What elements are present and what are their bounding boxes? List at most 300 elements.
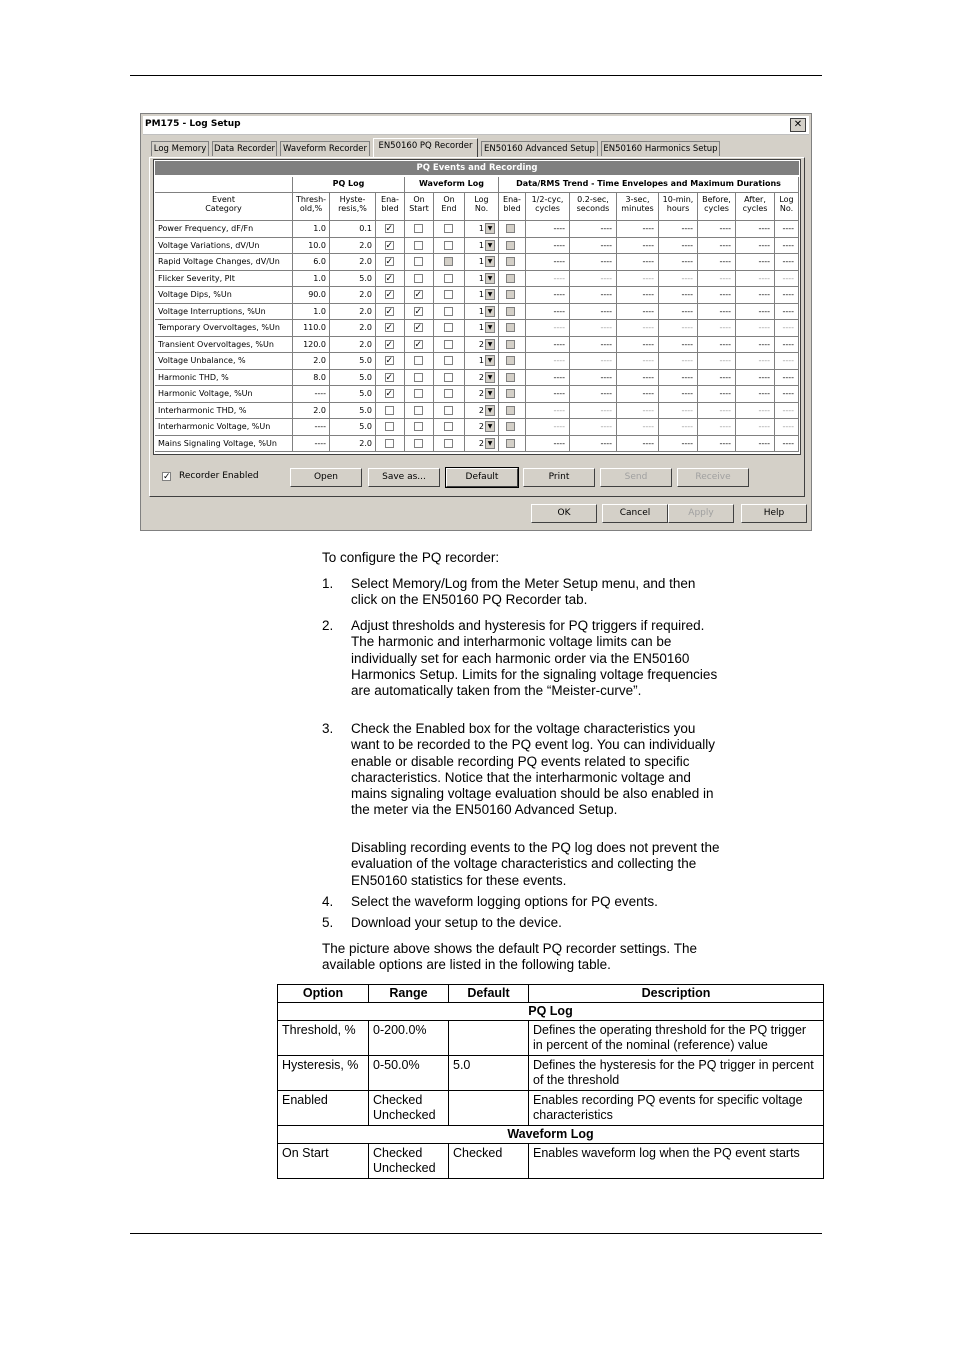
checkbox-cell <box>376 337 405 354</box>
trend-value: ---- <box>736 370 775 387</box>
log-no-select[interactable] <box>465 337 499 354</box>
table-cell: Enables recording PQ events for specific voltage characteristics <box>529 1091 824 1126</box>
table-cell: On Start <box>278 1144 369 1179</box>
hysteresis-field[interactable]: 5.0 <box>330 403 376 420</box>
log-no-select[interactable] <box>465 386 499 403</box>
checkbox[interactable]: ✓ <box>414 339 423 350</box>
event-category: Rapid Voltage Changes, dV/Un <box>155 254 293 271</box>
tab-2[interactable]: Data Recorder <box>212 141 277 156</box>
column-header: Thresh- old,% <box>293 193 330 221</box>
log-no-value: 1 <box>478 290 484 299</box>
trend-value: ---- <box>526 370 570 387</box>
threshold-field[interactable]: 10.0 <box>293 238 330 255</box>
checkbox[interactable] <box>444 290 453 299</box>
group-header-3: Waveform Log <box>405 177 499 193</box>
table-cell: Defines the operating threshold for the PQ trigger in percent of the nominal (reference) value <box>529 1021 824 1056</box>
apply-button[interactable]: Apply <box>668 504 734 523</box>
hysteresis-field[interactable]: 5.0 <box>330 419 376 436</box>
trend-value: ---- <box>659 419 698 436</box>
log-no-select[interactable] <box>465 254 499 271</box>
checkbox <box>506 307 515 316</box>
checkbox-cell <box>376 403 405 420</box>
column-header: Log No. <box>465 193 499 221</box>
trend-value: ---- <box>526 238 570 255</box>
checkbox-cell <box>405 238 434 255</box>
trend-value: ---- <box>526 353 570 370</box>
column-header: Hyste- resis,% <box>330 193 376 221</box>
checkbox-cell <box>405 320 434 337</box>
checkbox-cell <box>405 337 434 354</box>
trend-value: ---- <box>570 370 617 387</box>
default-button[interactable]: Default <box>446 468 518 487</box>
event-category: Interharmonic Voltage, %Un <box>155 419 293 436</box>
checkbox[interactable] <box>414 224 423 233</box>
chevron-down-icon[interactable]: ▼ <box>485 273 495 284</box>
save-as-button[interactable]: Save as... <box>368 468 440 487</box>
trend-enabled-cell <box>499 353 526 370</box>
tab-5[interactable]: EN50160 Advanced Setup <box>481 141 598 156</box>
log-no-select[interactable] <box>465 403 499 420</box>
checkbox[interactable]: ✓ <box>385 356 394 366</box>
checkbox <box>506 373 515 382</box>
checkbox <box>506 224 515 233</box>
trend-value: ---- <box>698 403 736 420</box>
trend-value: ---- <box>570 271 617 288</box>
trend-value: ---- <box>736 403 775 420</box>
group-header-4: Data/RMS Trend - Time Envelopes and Maximum Durations <box>499 177 799 193</box>
log-no-value: 1 <box>478 356 484 365</box>
table-cell: Defines the hysteresis for the PQ trigger in percent of the threshold <box>529 1056 824 1091</box>
close-icon[interactable]: ✕ <box>790 118 806 132</box>
checkbox-cell <box>376 254 405 271</box>
hysteresis-field[interactable]: 5.0 <box>330 386 376 403</box>
checkbox[interactable]: ✓ <box>385 224 394 234</box>
checkbox[interactable] <box>385 439 394 448</box>
checkbox <box>506 406 515 415</box>
trend-value: ---- <box>698 320 736 337</box>
tab-4[interactable]: EN50160 PQ Recorder <box>373 138 478 157</box>
checkbox[interactable]: ✓ <box>414 323 423 333</box>
cancel-button[interactable]: Cancel <box>602 504 668 523</box>
chevron-down-icon[interactable]: ▼ <box>485 306 495 317</box>
checkbox-cell <box>376 304 405 321</box>
table-cell: Threshold, % <box>278 1021 369 1056</box>
checkbox[interactable]: ✓ <box>385 290 394 300</box>
checkbox-cell <box>405 254 434 271</box>
table-cell: Hysteresis, % <box>278 1056 369 1091</box>
trend-value: ---- <box>736 419 775 436</box>
trend-enabled-cell <box>499 287 526 304</box>
event-category: Flicker Severity, Plt <box>155 271 293 288</box>
table-header: Description <box>529 985 824 1003</box>
hysteresis-field[interactable]: 5.0 <box>330 353 376 370</box>
checkbox <box>506 356 515 365</box>
chevron-down-icon[interactable]: ▼ <box>485 372 495 383</box>
trend-value: ---- <box>698 386 736 403</box>
checkbox[interactable] <box>414 274 423 283</box>
checkbox[interactable] <box>414 422 423 431</box>
checkbox[interactable] <box>444 257 453 266</box>
threshold-field[interactable]: 6.0 <box>293 254 330 271</box>
chevron-down-icon[interactable]: ▼ <box>485 223 495 234</box>
trend-enabled-cell <box>499 271 526 288</box>
trend-enabled-cell <box>499 254 526 271</box>
checkbox-cell <box>405 221 434 238</box>
trend-value: ---- <box>659 254 698 271</box>
event-category: Mains Signaling Voltage, %Un <box>155 436 293 453</box>
log-setup-dialog <box>140 113 812 531</box>
log-no-value: 1 <box>478 306 484 316</box>
hysteresis-field[interactable]: 2.0 <box>330 238 376 255</box>
table-cell: Checked Unchecked <box>369 1144 449 1179</box>
log-no-select[interactable] <box>465 419 499 436</box>
table-cell: 0-50.0% <box>369 1056 449 1091</box>
checkbox-cell <box>405 271 434 288</box>
table-header: Range <box>369 985 449 1003</box>
trend-value: ---- <box>617 436 659 453</box>
chevron-down-icon[interactable]: ▼ <box>485 421 495 432</box>
checkbox-cell <box>434 254 465 271</box>
checkbox-cell <box>376 436 405 453</box>
checkbox-cell <box>405 436 434 453</box>
hysteresis-field[interactable]: 2.0 <box>330 320 376 337</box>
checkbox[interactable]: ✓ <box>385 257 394 267</box>
checkbox[interactable] <box>414 373 423 382</box>
trend-value: ---- <box>617 304 659 321</box>
threshold-field[interactable]: 1.0 <box>293 221 330 238</box>
chevron-down-icon[interactable]: ▼ <box>485 438 495 449</box>
trend-value: ---- <box>570 287 617 304</box>
dialog-title: PM175 - Log Setup <box>145 119 241 129</box>
checkbox[interactable]: ✓ <box>385 306 394 317</box>
checkbox[interactable] <box>414 356 423 365</box>
trend-value: ---- <box>659 304 698 321</box>
trend-value: ---- <box>775 337 799 354</box>
checkbox[interactable] <box>385 406 394 415</box>
threshold-field[interactable]: 90.0 <box>293 287 330 304</box>
checkbox <box>506 241 515 250</box>
column-header: After, cycles <box>736 193 775 221</box>
hysteresis-field[interactable]: 0.1 <box>330 221 376 238</box>
checkbox-cell <box>376 353 405 370</box>
trend-enabled-cell <box>499 403 526 420</box>
column-header: Ena- bled <box>376 193 405 221</box>
trend-value: ---- <box>736 287 775 304</box>
log-no-value: 1 <box>478 273 484 283</box>
hysteresis-field[interactable]: 5.0 <box>330 271 376 288</box>
trend-enabled-cell <box>499 221 526 238</box>
recorder-enabled-label: Recorder Enabled <box>179 471 259 481</box>
checkbox[interactable]: ✓ <box>385 389 394 399</box>
log-no-select[interactable] <box>465 320 499 337</box>
checkbox <box>506 274 515 283</box>
trend-value: ---- <box>698 419 736 436</box>
grid-title: PQ Events and Recording <box>155 161 799 175</box>
log-no-select[interactable] <box>465 271 499 288</box>
log-no-select[interactable] <box>465 221 499 238</box>
checkbox[interactable] <box>414 439 423 448</box>
checkbox[interactable] <box>444 439 453 448</box>
intro-text: To configure the PQ recorder: <box>322 550 500 565</box>
chevron-down-icon[interactable]: ▼ <box>485 355 495 366</box>
checkbox[interactable] <box>414 257 423 266</box>
checkbox[interactable] <box>444 274 453 283</box>
checkbox[interactable] <box>385 422 394 431</box>
hysteresis-field[interactable]: 5.0 <box>330 370 376 387</box>
checkbox[interactable] <box>444 422 453 431</box>
checkbox-cell <box>405 304 434 321</box>
chevron-down-icon[interactable]: ▼ <box>485 256 495 267</box>
checkbox[interactable]: ✓ <box>385 323 394 333</box>
trend-value: ---- <box>775 353 799 370</box>
hysteresis-field[interactable]: 2.0 <box>330 254 376 271</box>
trend-value: ---- <box>659 271 698 288</box>
checkbox-cell <box>405 287 434 304</box>
trend-value: ---- <box>775 320 799 337</box>
checkbox-cell <box>405 386 434 403</box>
threshold-field[interactable]: 1.0 <box>293 271 330 288</box>
checkbox-cell <box>434 436 465 453</box>
log-no-value: 1 <box>478 323 484 332</box>
checkbox[interactable] <box>444 224 453 233</box>
checkbox-cell <box>376 221 405 238</box>
trend-value: ---- <box>526 271 570 288</box>
checkbox[interactable] <box>444 373 453 382</box>
checkbox-cell <box>434 320 465 337</box>
checkbox[interactable] <box>444 340 453 349</box>
group-header-1 <box>155 177 293 193</box>
event-category: Temporary Overvoltages, %Un <box>155 320 293 337</box>
checkbox-cell <box>376 238 405 255</box>
threshold-field[interactable]: 110.0 <box>293 320 330 337</box>
trend-value: ---- <box>617 320 659 337</box>
trend-value: ---- <box>617 287 659 304</box>
column-header: Event Category <box>155 193 293 221</box>
chevron-down-icon[interactable]: ▼ <box>485 388 495 399</box>
step-number: 1. <box>322 576 334 591</box>
header-rule <box>130 75 822 76</box>
threshold-field[interactable]: 120.0 <box>293 337 330 354</box>
checkbox[interactable]: ✓ <box>414 290 423 300</box>
log-no-value: 2 <box>478 389 484 398</box>
log-no-value: 1 <box>478 224 484 233</box>
trend-value: ---- <box>570 238 617 255</box>
checkbox[interactable] <box>444 241 453 250</box>
trend-value: ---- <box>775 419 799 436</box>
step-text: Download your setup to the device. <box>351 915 562 930</box>
table-cell <box>449 1021 529 1056</box>
tab-3[interactable]: Waveform Recorder <box>280 141 370 156</box>
trend-value: ---- <box>775 304 799 321</box>
tab-6[interactable]: EN50160 Harmonics Setup <box>601 141 720 156</box>
checkbox[interactable] <box>444 389 453 398</box>
tab-1[interactable]: Log Memory <box>151 141 209 156</box>
trend-value: ---- <box>698 337 736 354</box>
checkbox-cell <box>434 238 465 255</box>
step-text: Select Memory/Log from the Meter Setup menu, and then click on the EN50160 PQ Recorder tab. <box>351 576 696 608</box>
trend-value: ---- <box>698 370 736 387</box>
trend-enabled-cell <box>499 337 526 354</box>
open-button[interactable]: Open <box>290 468 362 487</box>
trend-value: ---- <box>659 287 698 304</box>
table-cell: Enabled <box>278 1091 369 1126</box>
event-category: Voltage Unbalance, % <box>155 353 293 370</box>
step-text: Check the Enabled box for the voltage characteristics you want to be recorded to the PQ event log. You can individually enable or disable recording PQ events related to specific characteristics. Notice that the interharmonic voltage and mains signaling voltage evaluation should be also enabled in the meter via the EN50160 Advanced Setup. <box>351 721 715 818</box>
table-cell: 0-200.0% <box>369 1021 449 1056</box>
help-button[interactable]: Help <box>741 504 807 523</box>
chevron-down-icon[interactable]: ▼ <box>485 339 495 350</box>
checkbox <box>506 389 515 398</box>
log-no-value: 2 <box>478 422 484 431</box>
trend-enabled-cell <box>499 304 526 321</box>
section-row <box>278 1003 824 1021</box>
trend-value: ---- <box>570 221 617 238</box>
threshold-field[interactable]: 2.0 <box>293 403 330 420</box>
print-button[interactable]: Print <box>523 468 595 487</box>
trend-value: ---- <box>775 370 799 387</box>
table-row <box>278 1021 824 1056</box>
checkbox-cell <box>405 370 434 387</box>
trend-value: ---- <box>775 221 799 238</box>
checkbox[interactable]: ✓ <box>385 240 394 251</box>
step-text: Adjust thresholds and hysteresis for PQ triggers if required. The harmonic and interharmonic voltage limits can be individually set for each harmonic order via the EN50160 Harmonics Setup. Limits for the signaling voltage frequencies are automatically taken from the “Meister-curve”. <box>351 618 718 699</box>
log-no-value: 2 <box>478 372 484 382</box>
checkbox[interactable] <box>414 241 423 250</box>
checkbox[interactable]: ✓ <box>385 339 394 350</box>
trend-value: ---- <box>570 386 617 403</box>
checkbox[interactable]: ✓ <box>385 372 394 383</box>
step-number: 3. <box>322 721 334 736</box>
section-title: PQ Log <box>278 1003 824 1021</box>
chevron-down-icon[interactable]: ▼ <box>485 289 495 300</box>
table-header: Option <box>278 985 369 1003</box>
log-no-select[interactable] <box>465 370 499 387</box>
checkbox[interactable] <box>414 389 423 398</box>
column-header: Log No. <box>775 193 799 221</box>
threshold-field[interactable]: ---- <box>293 419 330 436</box>
chevron-down-icon[interactable]: ▼ <box>485 405 495 416</box>
checkbox-cell <box>434 304 465 321</box>
checkbox[interactable]: ✓ <box>414 306 423 317</box>
trend-value: ---- <box>775 238 799 255</box>
trend-value: ---- <box>617 370 659 387</box>
step-number: 4. <box>322 894 334 909</box>
send-button[interactable]: Send <box>600 468 672 487</box>
threshold-field[interactable]: 2.0 <box>293 353 330 370</box>
trend-value: ---- <box>526 254 570 271</box>
hysteresis-field[interactable]: 2.0 <box>330 337 376 354</box>
checkbox <box>506 422 515 431</box>
log-no-value: 1 <box>478 257 484 266</box>
event-category: Harmonic THD, % <box>155 370 293 387</box>
checkbox-cell <box>405 419 434 436</box>
trend-value: ---- <box>617 337 659 354</box>
table-row <box>278 1091 824 1126</box>
checkbox[interactable] <box>444 356 453 365</box>
log-no-select[interactable] <box>465 436 499 453</box>
checkbox[interactable]: ✓ <box>385 273 394 284</box>
trend-enabled-cell <box>499 419 526 436</box>
trend-value: ---- <box>617 353 659 370</box>
trend-value: ---- <box>526 436 570 453</box>
checkbox[interactable] <box>444 307 453 316</box>
trend-value: ---- <box>570 403 617 420</box>
trend-value: ---- <box>736 353 775 370</box>
trend-value: ---- <box>736 221 775 238</box>
checkbox-cell <box>376 320 405 337</box>
trend-value: ---- <box>698 221 736 238</box>
column-header: Before, cycles <box>698 193 736 221</box>
chevron-down-icon[interactable]: ▼ <box>485 240 495 251</box>
trend-value: ---- <box>659 403 698 420</box>
trend-value: ---- <box>736 271 775 288</box>
table-cell: Checked <box>449 1144 529 1179</box>
checkbox-cell <box>434 337 465 354</box>
trend-value: ---- <box>736 254 775 271</box>
recorder-enabled-checkbox[interactable]: ✓ <box>163 472 171 482</box>
trend-value: ---- <box>570 320 617 337</box>
hysteresis-field[interactable]: 2.0 <box>330 304 376 321</box>
chevron-down-icon[interactable]: ▼ <box>485 322 495 333</box>
checkbox-cell <box>434 370 465 387</box>
log-no-select[interactable] <box>465 304 499 321</box>
hysteresis-field[interactable]: 2.0 <box>330 287 376 304</box>
threshold-field[interactable]: ---- <box>293 436 330 453</box>
checkbox[interactable] <box>444 323 453 332</box>
table-cell: 5.0 <box>449 1056 529 1091</box>
trend-enabled-cell <box>499 370 526 387</box>
checkbox[interactable] <box>414 406 423 415</box>
threshold-field[interactable]: 1.0 <box>293 304 330 321</box>
trend-value: ---- <box>698 353 736 370</box>
hysteresis-field[interactable]: 2.0 <box>330 436 376 453</box>
threshold-field[interactable]: ---- <box>293 386 330 403</box>
checkbox[interactable] <box>444 406 453 415</box>
checkbox-cell <box>376 386 405 403</box>
trend-value: ---- <box>775 436 799 453</box>
log-no-select[interactable] <box>465 353 499 370</box>
receive-button[interactable]: Receive <box>677 468 749 487</box>
trend-value: ---- <box>570 353 617 370</box>
log-no-select[interactable] <box>465 238 499 255</box>
event-category: Voltage Variations, dV/Un <box>155 238 293 255</box>
threshold-field[interactable]: 8.0 <box>293 370 330 387</box>
log-no-value: 2 <box>478 438 484 448</box>
checkbox-cell <box>376 287 405 304</box>
trend-value: ---- <box>617 238 659 255</box>
trend-value: ---- <box>698 304 736 321</box>
trend-value: ---- <box>775 403 799 420</box>
trend-value: ---- <box>526 386 570 403</box>
table-cell: Checked Unchecked <box>369 1091 449 1126</box>
trend-value: ---- <box>736 386 775 403</box>
ok-button[interactable]: OK <box>531 504 597 523</box>
checkbox-cell <box>434 271 465 288</box>
checkbox <box>506 439 515 448</box>
log-no-value: 1 <box>478 240 484 250</box>
trend-enabled-cell <box>499 386 526 403</box>
checkbox-cell <box>376 271 405 288</box>
log-no-select[interactable] <box>465 287 499 304</box>
trend-value: ---- <box>775 271 799 288</box>
checkbox-cell <box>434 419 465 436</box>
trend-value: ---- <box>736 238 775 255</box>
section-title: Waveform Log <box>278 1126 824 1144</box>
trend-value: ---- <box>736 337 775 354</box>
trend-value: ---- <box>659 337 698 354</box>
column-header: On End <box>434 193 465 221</box>
trend-value: ---- <box>526 403 570 420</box>
